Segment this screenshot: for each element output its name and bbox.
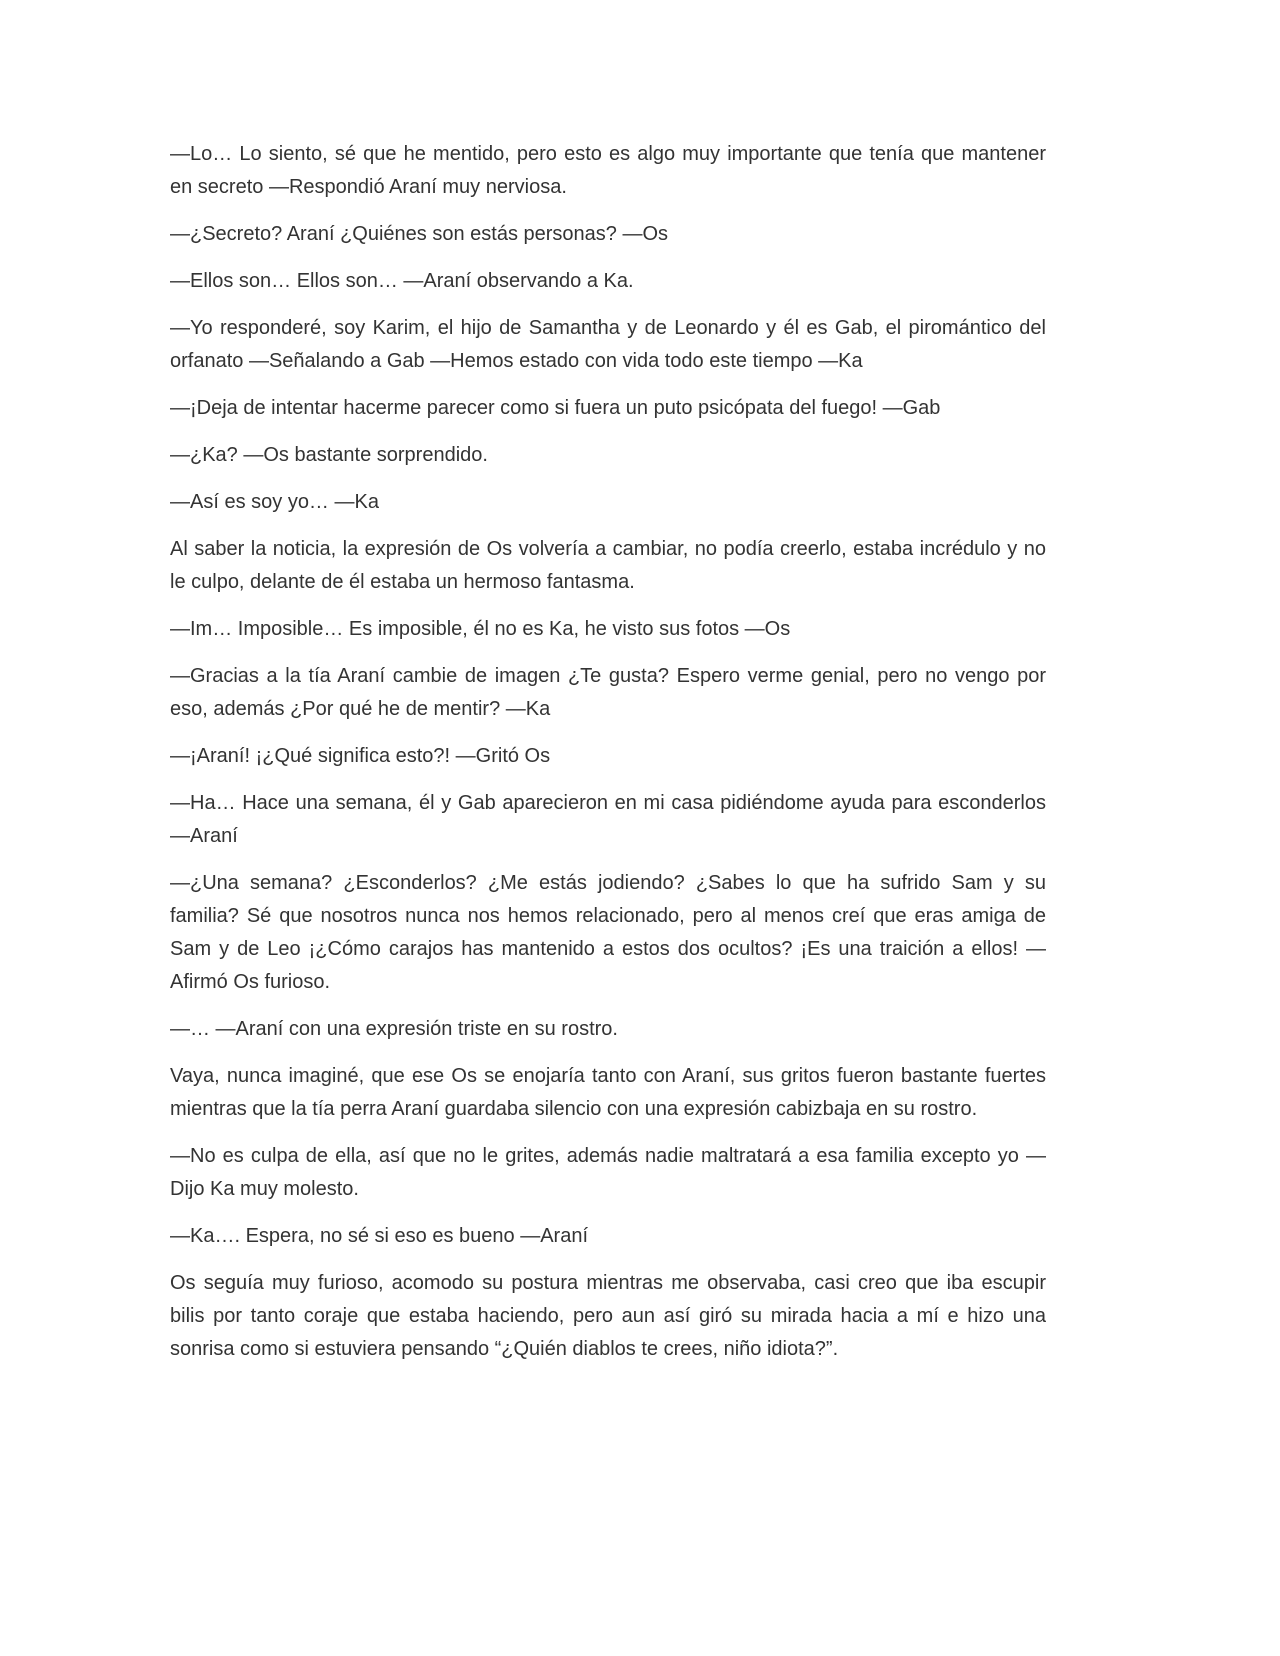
paragraph: Os seguía muy furioso, acomodo su postura mientras me observaba, casi creo que iba escupir bilis por tanto coraje que estaba haciendo, pero aun así giró su mirada hacia a mí e hizo una sonrisa como si estuviera pensando “¿Quién diablos te crees, niño idiota?”. xyxy=(170,1272,1046,1360)
paragraph: —Lo… Lo siento, sé que he mentido, pero esto es algo muy importante que tenía que mantener en secreto —Respondió Araní muy nerviosa. xyxy=(170,143,1046,198)
paragraph: —¿Ka? —Os bastante sorprendido. xyxy=(170,444,488,466)
paragraph: —Así es soy yo… —Ka xyxy=(170,491,379,513)
paragraph: —¡Deja de intentar hacerme parecer como si fuera un puto psicópata del fuego! —Gab xyxy=(170,397,941,419)
paragraph: —Im… Imposible… Es imposible, él no es Ka, he visto sus fotos —Os xyxy=(170,618,791,640)
paragraph: —… —Araní con una expresión triste en su rostro. xyxy=(170,1018,618,1040)
paragraph: —No es culpa de ella, así que no le grites, además nadie maltratará a esa familia excepto yo —Dijo Ka muy molesto. xyxy=(170,1145,1046,1200)
paragraph: —¡Araní! ¡¿Qué significa esto?! —Gritó Os xyxy=(170,745,551,767)
paragraph: —Ka…. Espera, no sé si eso es bueno —Araní xyxy=(170,1225,588,1247)
paragraph: Vaya, nunca imaginé, que ese Os se enojaría tanto con Araní, sus gritos fueron bastante fuertes mientras que la tía perra Araní guardaba silencio con una expresión cabizbaja en su rostro. xyxy=(170,1065,1046,1120)
paragraph: —¿Secreto? Araní ¿Quiénes son estás personas? —Os xyxy=(170,223,669,245)
paragraph: —¿Una semana? ¿Esconderlos? ¿Me estás jodiendo? ¿Sabes lo que ha sufrido Sam y su familia? Sé que nosotros nunca nos hemos relacionado, pero al menos creí que eras amiga de Sam y de Leo ¡¿Cómo carajos has mantenido a estos dos ocultos? ¡Es una traición a ellos! —Afirmó Os furioso. xyxy=(170,872,1046,993)
paragraph: Al saber la noticia, la expresión de Os volvería a cambiar, no podía creerlo, estaba incrédulo y no le culpo, delante de él estaba un hermoso fantasma. xyxy=(170,538,1046,593)
paragraph: —Ha… Hace una semana, él y Gab aparecieron en mi casa pidiéndome ayuda para esconderlos —Araní xyxy=(170,792,1046,847)
paragraph: —Ellos son… Ellos son… —Araní observando a Ka. xyxy=(170,270,634,292)
paragraph: —Gracias a la tía Araní cambie de imagen ¿Te gusta? Espero verme genial, pero no vengo por eso, además ¿Por qué he de mentir? —Ka xyxy=(170,665,1046,720)
paragraph: —Yo responderé, soy Karim, el hijo de Samantha y de Leonardo y él es Gab, el piromántico del orfanato —Señalando a Gab —Hemos estado con vida todo este tiempo —Ka xyxy=(170,317,1046,372)
